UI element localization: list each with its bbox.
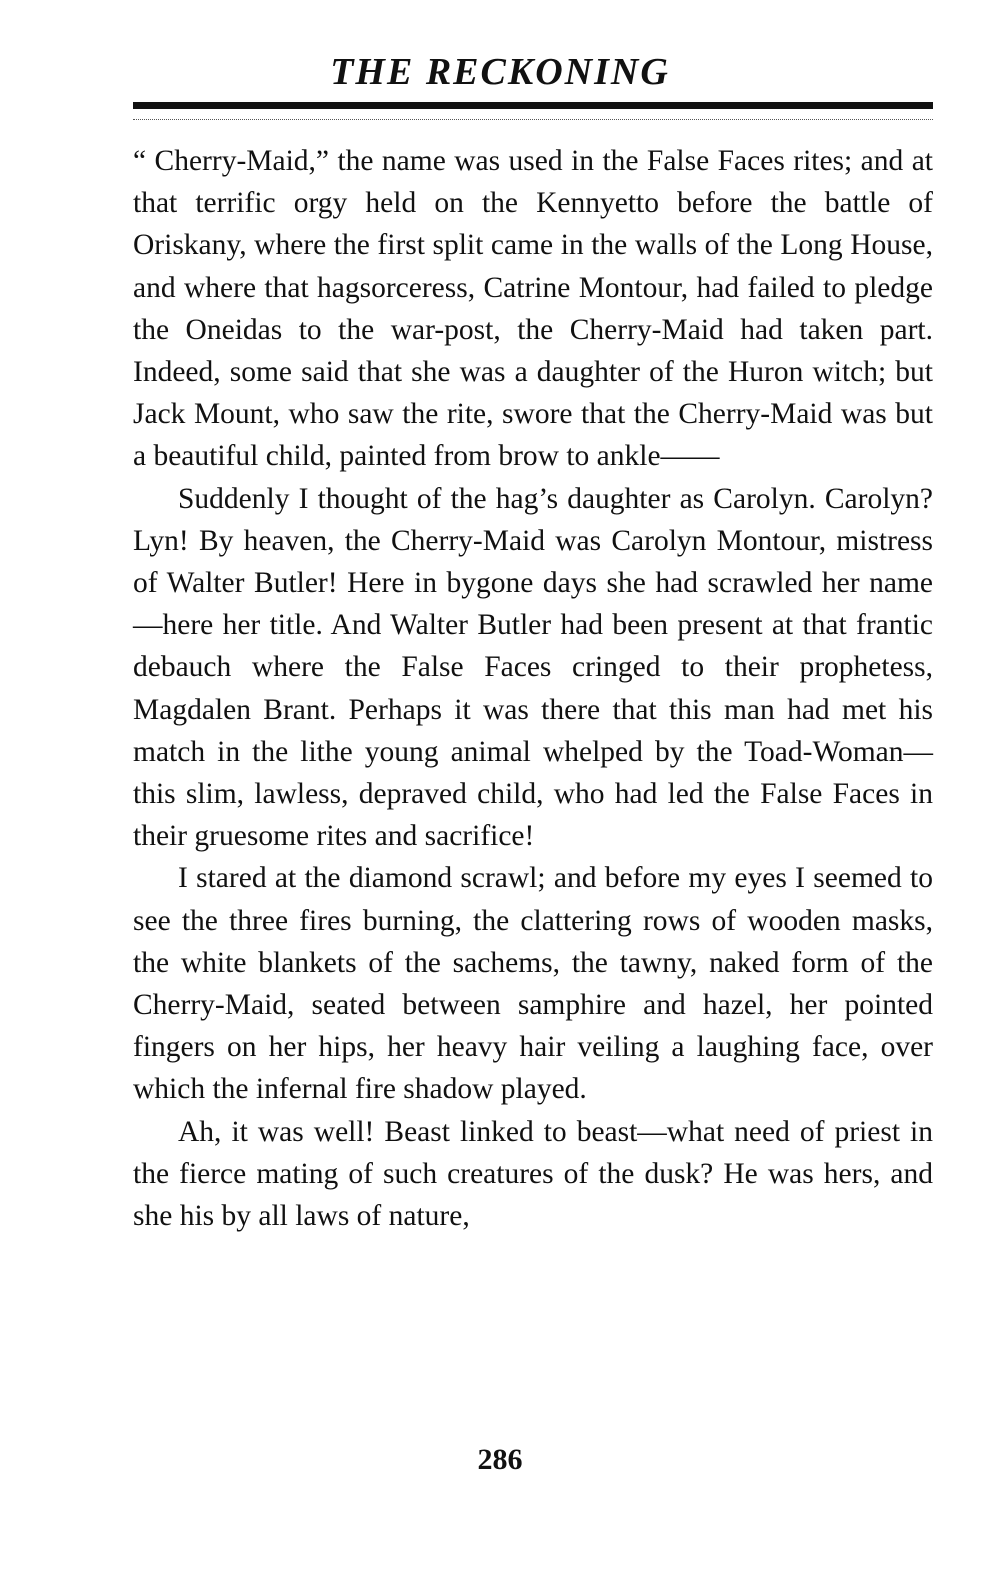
body-text: [133, 140, 933, 1237]
paragraph-1: “ Cherry-Maid,” the name was used in the False Faces rites; and at that terrific orgy held on the Kennyetto before the battle of Oriskany, where the first split came in the walls of the Long House, and where that hagsorceress, Catrine Montour, had failed to pledge the Oneidas to the war-post, the Cherry-Maid had taken part. Indeed, some said that she was a daughter of the Huron witch; but Jack Mount, who saw the rite, swore that the Cherry-Maid was but a beautiful child, painted from brow to ankle——: [133, 145, 933, 473]
header-dotted-rule: [133, 119, 933, 120]
running-title: THE RECKONING: [330, 51, 670, 93]
paragraph-3: I stared at the diamond scrawl; and before my eyes I seemed to see the three fires burning, the clattering rows of wooden masks, the white blankets of the sachems, the tawny, naked form of the Cherry-Maid, seated between samphire and hazel, her pointed fingers on her hips, her heavy hair veiling a laughing face, over which the infernal fire shadow played.: [133, 862, 933, 1106]
header-rule: [133, 102, 933, 109]
page-number: 286: [477, 1443, 523, 1476]
paragraph-2: Suddenly I thought of the hag’s daughter as Carolyn. Carolyn? Lyn! By heaven, the Cherry-Maid was Carolyn Montour, mistress of Walter Butler! Here in bygone days she had scrawled her name—here her title. And Walter Butler had been present at that frantic debauch where the False Faces cringed to their prophetess, Magdalen Brant. Perhaps it was there that this man had met his match in the lithe young animal whelped by the Toad-Woman—this slim, lawless, depraved child, who had led the False Faces in their gruesome rites and sacrifice!: [133, 482, 933, 853]
paragraph-4: Ah, it was well! Beast linked to beast—what need of priest in the fierce mating of such creatures of the dusk? He was hers, and she his by all laws of nature,: [133, 1115, 933, 1233]
